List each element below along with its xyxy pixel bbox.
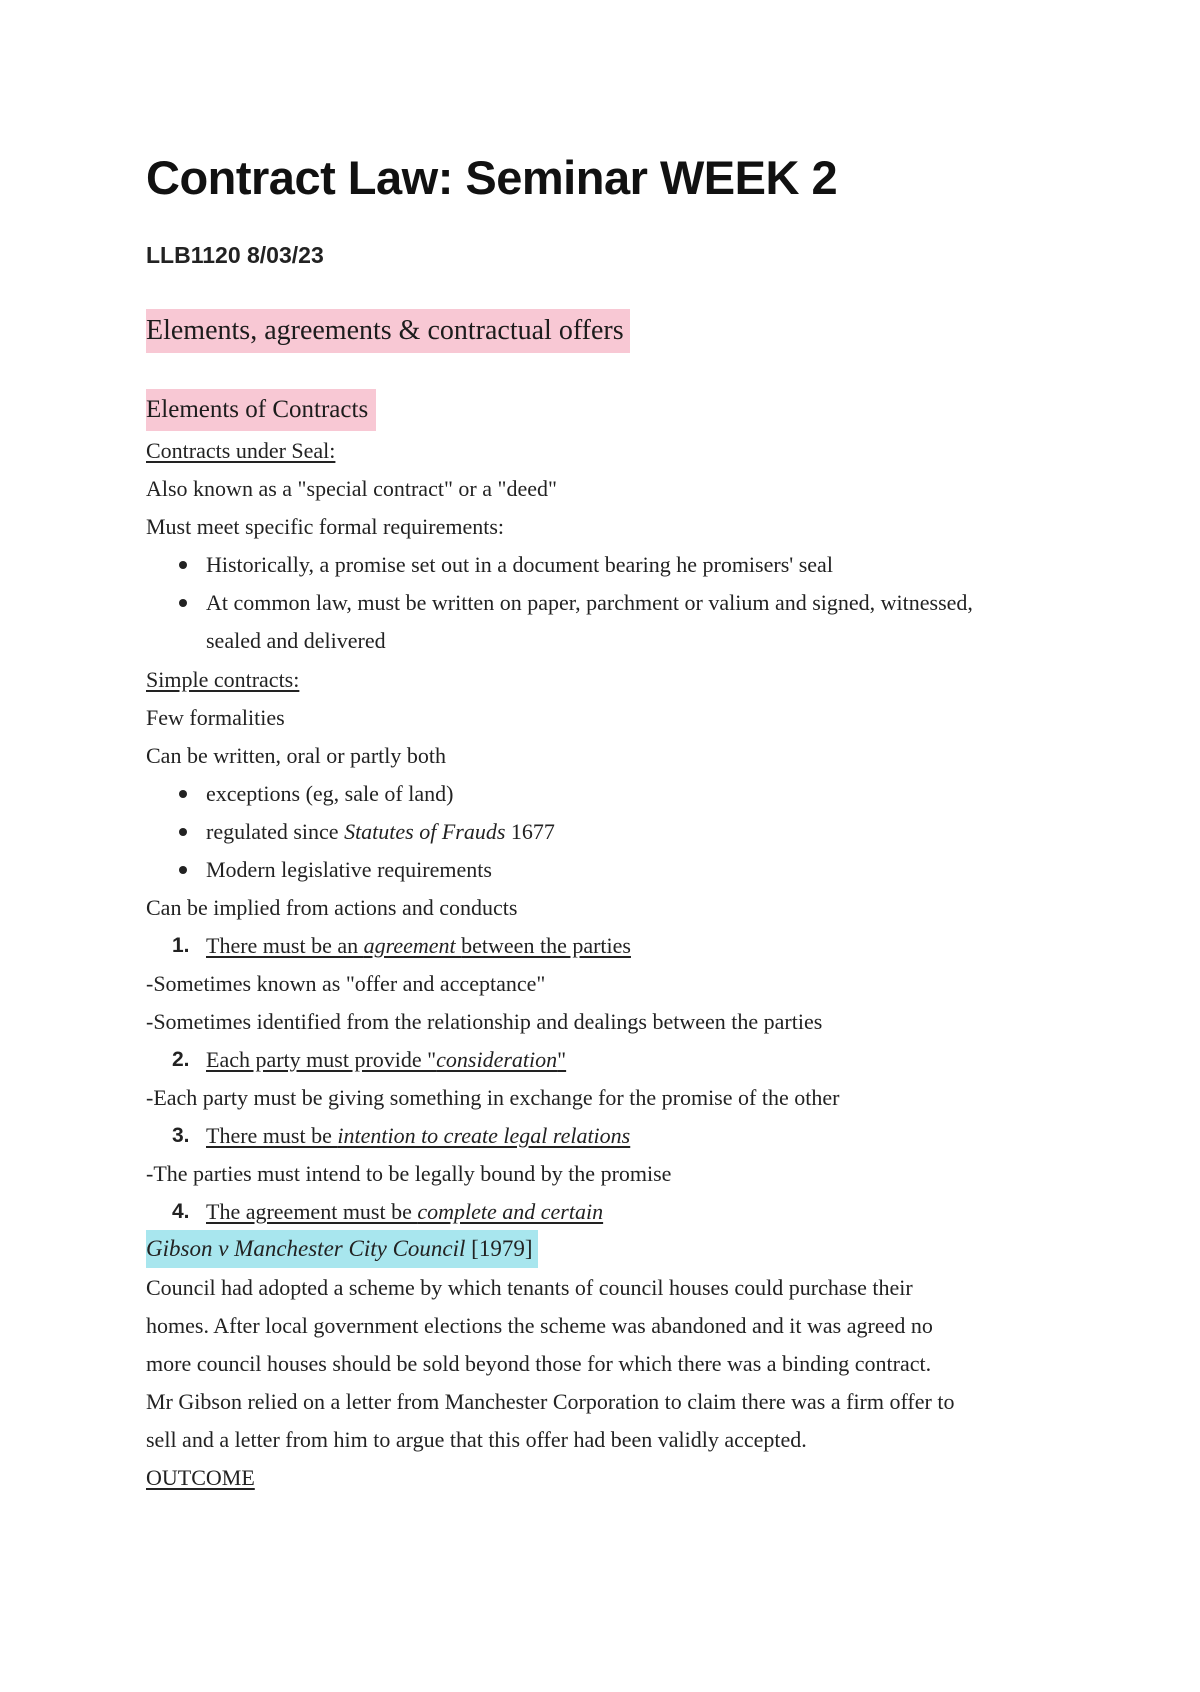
numbered-item — [206, 1045, 566, 1075]
outcome-heading: OUTCOME — [146, 1465, 255, 1490]
note-line: -Each party must be giving something in exchange for the promise of the other — [146, 1085, 840, 1110]
bullet-icon — [179, 790, 187, 798]
note-line: -Sometimes known as "offer and acceptance" — [146, 971, 546, 996]
item-text: There must be an — [206, 933, 364, 958]
seal-line-2: Must meet specific formal requirements: — [146, 514, 504, 539]
simple-bullet-3: Modern legislative requirements — [206, 857, 492, 882]
simple-line-2: Can be written, oral or partly both — [146, 743, 446, 768]
subheading-elements: Elements of Contracts — [146, 389, 376, 431]
seal-line-1: Also known as a "special contract" or a "deed" — [146, 476, 558, 501]
bullet-icon — [179, 866, 187, 874]
note-line: -The parties must intend to be legally bound by the promise — [146, 1161, 672, 1186]
item-number: 4. — [172, 1200, 190, 1223]
item-emphasis: consideration — [436, 1047, 558, 1072]
statute-name: Statutes of Frauds — [344, 819, 506, 844]
document-title: Contract Law: Seminar WEEK 2 — [146, 151, 838, 204]
bullet-icon — [179, 828, 187, 836]
bullet-icon — [179, 561, 187, 569]
case-text-line: Mr Gibson relied on a letter from Manchester Corporation to claim there was a firm offer to — [146, 1389, 955, 1414]
simple-bullet-2 — [206, 817, 555, 847]
case-title: Gibson v Manchester City Council — [146, 1236, 466, 1261]
case-name — [146, 1230, 538, 1268]
section-heading: Elements, agreements & contractual offers — [146, 309, 630, 353]
case-text-line: homes. After local government elections the scheme was abandoned and it was agreed no — [146, 1313, 933, 1338]
case-text-line: sell and a letter from him to argue that this offer had been validly accepted. — [146, 1427, 807, 1452]
seal-bullet-2a: At common law, must be written on paper, parchment or valium and signed, witnessed, — [206, 590, 973, 615]
item-number: 1. — [172, 934, 190, 957]
course-code-date: LLB1120 8/03/23 — [146, 242, 324, 268]
item-text: There must be — [206, 1123, 338, 1148]
item-text: between the parties — [461, 933, 631, 958]
seal-bullet-2b: sealed and delivered — [206, 628, 386, 653]
numbered-item — [206, 1197, 603, 1227]
item-number: 3. — [172, 1124, 190, 1147]
item-number: 2. — [172, 1048, 190, 1071]
case-text-line: Council had adopted a scheme by which tenants of council houses could purchase their — [146, 1275, 913, 1300]
bullet-icon — [179, 599, 187, 607]
simple-bullet-2-post: 1677 — [505, 819, 555, 844]
item-emphasis: intention to create legal relations — [337, 1123, 631, 1148]
item-text: " — [557, 1047, 567, 1072]
item-emphasis: complete and certain — [417, 1199, 604, 1224]
note-line: -Sometimes identified from the relationship and dealings between the parties — [146, 1009, 823, 1034]
case-text-line: more council houses should be sold beyond those for which there was a binding contract. — [146, 1351, 932, 1376]
simple-heading: Simple contracts: — [146, 667, 300, 692]
numbered-item — [206, 1121, 630, 1151]
simple-bullet-1: exceptions (eg, sale of land) — [206, 781, 454, 806]
item-emphasis: agreement — [363, 933, 462, 958]
simple-bullet-2-pre: regulated since — [206, 819, 345, 844]
seal-heading: Contracts under Seal: — [146, 438, 336, 463]
seal-bullet-1: Historically, a promise set out in a document bearing he promisers' seal — [206, 552, 833, 577]
item-text: The agreement must be — [206, 1199, 418, 1224]
simple-line-3: Can be implied from actions and conducts — [146, 895, 518, 920]
item-text: Each party must provide " — [206, 1047, 437, 1072]
simple-line-1: Few formalities — [146, 705, 285, 730]
case-year: [1979] — [465, 1236, 533, 1261]
numbered-item — [206, 931, 631, 961]
